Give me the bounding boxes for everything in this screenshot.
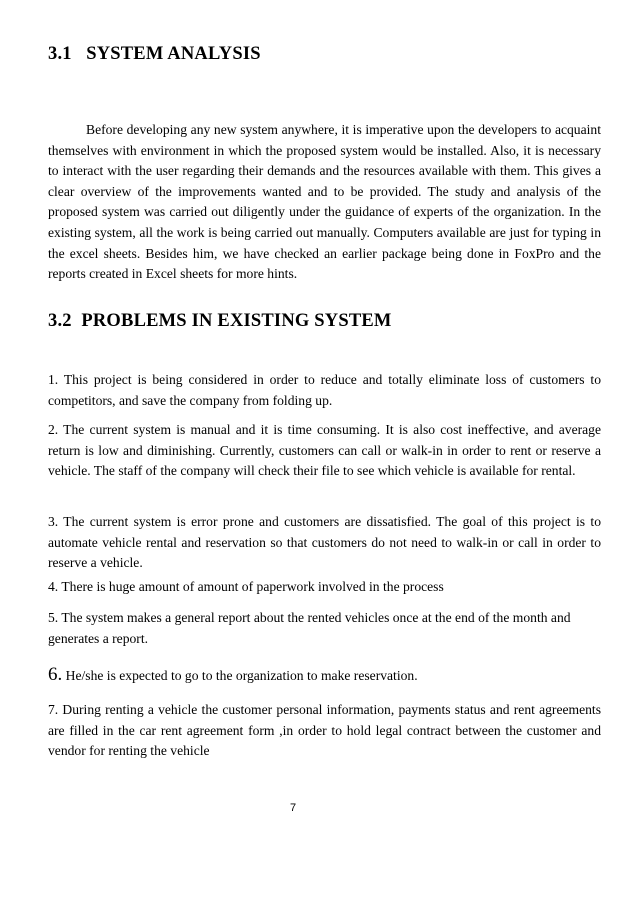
problem-number: 4. — [48, 579, 59, 594]
problem-number: 3. — [48, 514, 59, 529]
problem-number: 2. — [48, 422, 59, 437]
problem-text: The current system is error prone and customers are dissatisfied. The goal of this project is to automate vehicle rental and reservation so that customers do not need to walk-in or call in order to reserve a vehicle. — [48, 514, 601, 571]
section-heading-problems: 3.2 PROBLEMS IN EXISTING SYSTEM — [48, 311, 392, 331]
problem-number: 7. — [48, 702, 59, 717]
problem-item-5 — [48, 608, 601, 649]
problem-item-2 — [48, 420, 601, 482]
problem-item-7 — [48, 700, 601, 762]
problem-number: 1. — [48, 372, 59, 387]
problem-text: There is huge amount of amount of paperwork involved in the process — [58, 579, 444, 594]
problem-item-6 — [48, 665, 601, 687]
problem-text: The system makes a general report about the rented vehicles once at the end of the month and generates a report. — [48, 610, 571, 646]
problem-item-3 — [48, 512, 601, 574]
page-number: 7 — [289, 802, 297, 814]
problem-number: 5. — [48, 610, 59, 625]
problem-number: 6. — [48, 664, 63, 685]
problem-text: This project is being considered in order to reduce and totally eliminate loss of customers to competitors, and save the company from folding up. — [48, 372, 601, 408]
problem-text: During renting a vehicle the customer personal information, payments status and rent agreements are filled in the car rent agreement form ,in order to hold legal contract between the customer and vendor for renting the vehicle — [48, 702, 601, 759]
problem-text: The current system is manual and it is time consuming. It is also cost ineffective, and average return is low and diminishing. Currently, customers can call or walk-in in order to rent or reserve a vehicle. The staff of the company will check their file to see which vehicle is available for rental. — [48, 422, 601, 479]
problem-text: He/she is expected to go to the organization to make reservation. — [62, 668, 418, 683]
intro-paragraph: Before developing any new system anywhere, it is imperative upon the developers to acquaint themselves with environment in which the proposed system would be installed. Also, it is necessary to interact with the user regarding their demands and the resources available with them. This gives a clear overview of the improvements wanted and to be provided. The study and analysis of the proposed system was carried out diligently under the guidance of experts of the organization. In the existing system, all the work is being carried out manually. Computers available are just for typing in the excel sheets. Besides him, we have checked an earlier package being done in FoxPro and the reports created in Excel sheets for more hints. — [48, 122, 601, 282]
problem-item-1 — [48, 370, 601, 411]
section-heading-system-analysis: 3.1 SYSTEM ANALYSIS — [48, 44, 261, 64]
problem-item-4 — [48, 577, 601, 598]
